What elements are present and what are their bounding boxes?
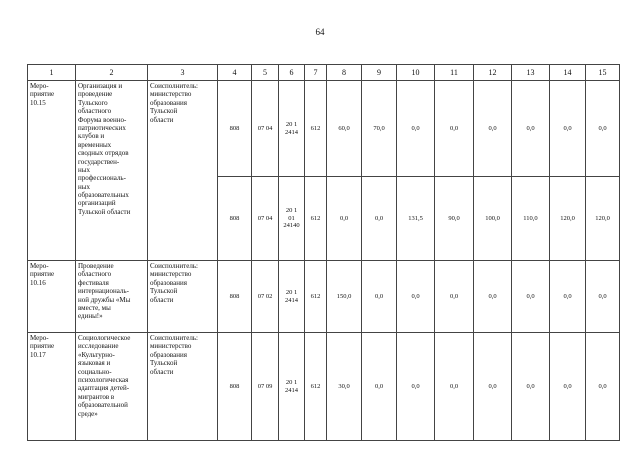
table-cell: 0,0 <box>397 81 435 177</box>
column-header: 2 <box>76 65 148 81</box>
measure-cell: Меро- приятие 10.15 <box>28 81 76 261</box>
table-cell: 808 <box>218 177 252 261</box>
executor-cell: Соисполнитель: министерство образования Тульской области <box>148 81 218 261</box>
table-row <box>28 81 620 177</box>
table-cell: 0,0 <box>586 261 620 333</box>
table-cell: 808 <box>218 261 252 333</box>
table-cell: 07 04 <box>252 177 279 261</box>
table-cell: 612 <box>305 261 327 333</box>
column-header: 6 <box>279 65 305 81</box>
table-cell: 150,0 <box>327 261 362 333</box>
table-cell: 0,0 <box>586 333 620 441</box>
table-cell: 0,0 <box>435 81 474 177</box>
table-cell: 30,0 <box>327 333 362 441</box>
table-cell: 60,0 <box>327 81 362 177</box>
table-cell: 0,0 <box>474 333 512 441</box>
column-header: 12 <box>474 65 512 81</box>
table-cell: 20 1 2414 <box>279 81 305 177</box>
column-header: 5 <box>252 65 279 81</box>
executor-cell: Соисполнитель: министерство образования Тульской области <box>148 261 218 333</box>
description-cell: Организация и проведение Тульского областного Форума военно- патриотических клубов и временных сводных отрядов государствен- ных профессиональ- ных образовательных организаций Тульской области <box>76 81 148 261</box>
table-cell: 0,0 <box>397 333 435 441</box>
table-cell: 0,0 <box>586 81 620 177</box>
table-cell: 07 09 <box>252 333 279 441</box>
column-header: 13 <box>512 65 550 81</box>
column-header: 7 <box>305 65 327 81</box>
measure-cell: Меро- приятие 10.16 <box>28 261 76 333</box>
column-header: 14 <box>550 65 586 81</box>
table-cell: 0,0 <box>397 261 435 333</box>
executor-cell: Соисполнитель: министерство образования Тульской области <box>148 333 218 441</box>
description-cell: Проведение областного фестиваля интернациональ- ной дружбы «Мы вместе, мы едины!» <box>76 261 148 333</box>
page-number: 64 <box>315 27 325 37</box>
table-cell: 07 02 <box>252 261 279 333</box>
table-cell: 0,0 <box>327 177 362 261</box>
table-cell: 07 04 <box>252 81 279 177</box>
table-cell: 808 <box>218 81 252 177</box>
table-cell: 20 1 2414 <box>279 261 305 333</box>
table-cell: 0,0 <box>550 333 586 441</box>
table-cell: 120,0 <box>550 177 586 261</box>
table-row <box>28 333 620 441</box>
description-cell: Социологическое исследование «Культурно- языковая и социально- психологическая адаптация детей- мигрантов в образовательной среде» <box>76 333 148 441</box>
table-cell: 0,0 <box>512 333 550 441</box>
column-header: 8 <box>327 65 362 81</box>
table-cell: 131,5 <box>397 177 435 261</box>
column-number-row <box>28 65 620 81</box>
column-header: 4 <box>218 65 252 81</box>
table-cell: 0,0 <box>362 177 397 261</box>
table-cell: 0,0 <box>550 261 586 333</box>
table-cell: 0,0 <box>474 261 512 333</box>
table-cell: 612 <box>305 81 327 177</box>
table-cell: 0,0 <box>362 261 397 333</box>
table-cell: 70,0 <box>362 81 397 177</box>
budget-table <box>27 64 620 441</box>
column-header: 9 <box>362 65 397 81</box>
table-cell: 612 <box>305 333 327 441</box>
table-cell: 20 1 2414 <box>279 333 305 441</box>
table-cell: 100,0 <box>474 177 512 261</box>
table-cell: 0,0 <box>512 81 550 177</box>
column-header: 15 <box>586 65 620 81</box>
measure-cell: Меро- приятие 10.17 <box>28 333 76 441</box>
table-row <box>28 261 620 333</box>
table-cell: 90,0 <box>435 177 474 261</box>
column-header: 11 <box>435 65 474 81</box>
table-cell: 120,0 <box>586 177 620 261</box>
table-cell: 0,0 <box>512 261 550 333</box>
table-cell: 808 <box>218 333 252 441</box>
column-header: 3 <box>148 65 218 81</box>
column-header: 1 <box>28 65 76 81</box>
table-cell: 0,0 <box>435 261 474 333</box>
table-cell: 0,0 <box>550 81 586 177</box>
table-cell: 0,0 <box>435 333 474 441</box>
table-cell: 110,0 <box>512 177 550 261</box>
table-cell: 612 <box>305 177 327 261</box>
table-cell: 20 1 01 24140 <box>279 177 305 261</box>
column-header: 10 <box>397 65 435 81</box>
table-cell: 0,0 <box>474 81 512 177</box>
table-cell: 0,0 <box>362 333 397 441</box>
